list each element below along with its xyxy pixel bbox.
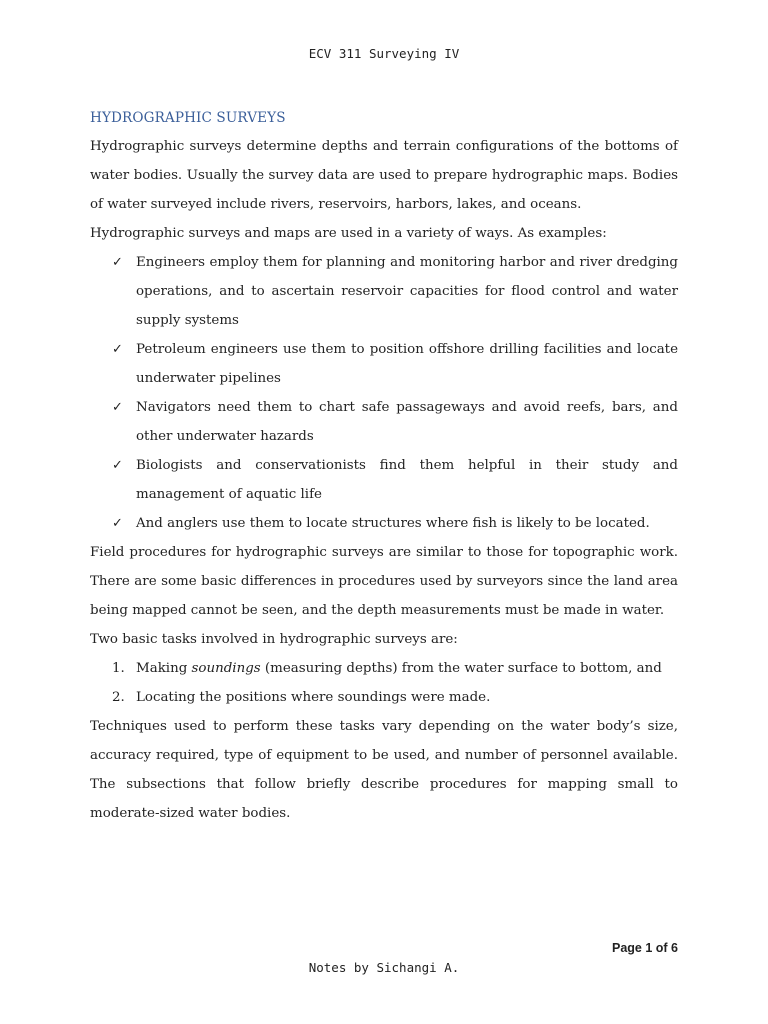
page-header: ECV 311 Surveying IV [308,46,460,61]
section-heading: HYDROGRAPHIC SURVEYS [90,110,286,126]
list-item-text: Petroleum engineers use them to position offshore drilling facilities and locate underwater pipelines [136,342,678,386]
check-mark-icon: ✓ [112,255,123,270]
intro-paragraph: Hydrographic surveys determine depths and terrain configurations of the bottoms of water bodies. Usually the survey data are used to prepare hydrographic maps. Bodies of water surveyed include rivers, reservoirs, harbors, lakes, and oceans. [90,139,678,212]
list-item [112,451,678,509]
list-item-number: 1. [112,661,125,676]
page-footer: Notes by Sichangi A. [308,960,460,975]
document-body [90,104,678,828]
check-mark-icon: ✓ [112,342,123,357]
page-number: Page 1 of 6 [612,941,678,955]
list-item-text: Biologists and conservationists find them helpful in their study and management of aquatic life [136,458,678,502]
list-item-text: And anglers use them to locate structures where fish is likely to be located. [136,516,650,531]
list-item-text-start: Making [136,661,192,676]
list-item [112,654,678,683]
check-mark-icon: ✓ [112,458,123,473]
list-item-text-end: (measuring depths) from the water surface to bottom, and [260,661,662,676]
list-item [112,335,678,393]
check-mark-icon: ✓ [112,516,123,531]
check-mark-icon: ✓ [112,400,123,415]
tasks-list [90,654,678,712]
emphasized-term: soundings [191,661,261,676]
list-item-number: 2. [112,690,125,705]
tasks-lead-paragraph: Two basic tasks involved in hydrographic surveys are: [90,632,458,647]
list-item [112,248,678,335]
list-item [112,509,678,538]
list-item [112,393,678,451]
field-procedures-paragraph: Field procedures for hydrographic surveys are similar to those for topographic work. There are some basic differences in procedures used by surveyors since the land area being mapped cannot be seen, and the depth measurements must be made in water. [90,545,678,618]
techniques-paragraph: Techniques used to perform these tasks vary depending on the water body’s size, accuracy required, type of equipment to be used, and number of personnel available. The subsections that follow briefly describe procedures for mapping small to moderate-sized water bodies. [90,719,678,821]
uses-list [90,248,678,538]
list-item [112,683,678,712]
list-item-text: Navigators need them to chart safe passageways and avoid reefs, bars, and other underwater hazards [136,400,678,444]
list-item-text: Locating the positions where soundings were made. [136,690,491,705]
uses-lead-paragraph: Hydrographic surveys and maps are used in a variety of ways. As examples: [90,226,607,241]
list-item-text: Engineers employ them for planning and monitoring harbor and river dredging operations, and to ascertain reservoir capacities for flood control and water supply systems [136,255,678,328]
